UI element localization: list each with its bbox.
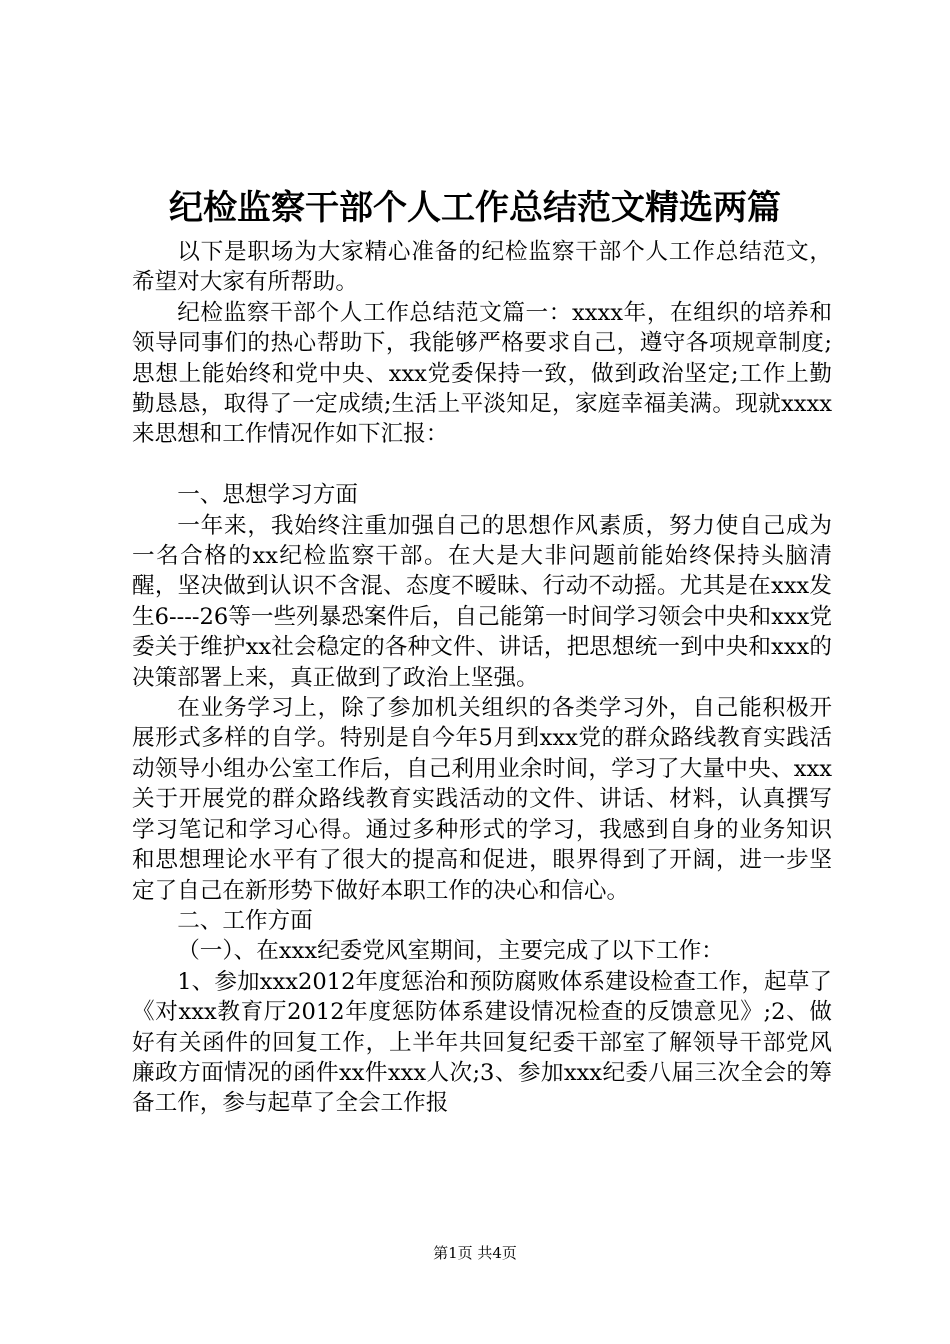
subsection-heading-work-1: （一）、在xxx纪委党风室期间，主要完成了以下工作： bbox=[177, 938, 724, 965]
section-heading-study: 一、思想学习方面 bbox=[177, 482, 358, 509]
paragraph-summary-opening: 纪检监察干部个人工作总结范文篇一：xxxx年，在组织的培养和领导同事们的热心帮助下，我能够严格要求自己，遵守各项规章制度;思想上能始终和党中央、xxx党委保持一致，做到政治坚定;工作上勤勤恳恳，取得了一定成绩;生活上平淡知足，家庭幸福美满。现就xxxx来思想和工作情况作如下汇报： bbox=[132, 299, 832, 448]
paragraph-spacer bbox=[132, 450, 832, 480]
paragraph-intro: 以下是职场为大家精心准备的纪检监察干部个人工作总结范文，希望对大家有所帮助。 bbox=[132, 239, 832, 296]
paragraph-work-items: 1、参加xxx2012年度惩治和预防腐败体系建设检查工作，起草了《对xxx教育厅2012年度惩防体系建设情况检查的反馈意见》;2、做好有关函件的回复工作，上半年共回复纪委干部室了解领导干部党风廉政方面情况的函件xx件xxx人次;3、参加xxx纪委八届三次全会的筹备工作，参与起草了全会工作报 bbox=[132, 968, 832, 1117]
page-footer: 第1页 共4页 bbox=[433, 1244, 517, 1262]
document-body bbox=[132, 237, 832, 1119]
paragraph-study-business: 在业务学习上，除了参加机关组织的各类学习外，自己能积极开展形式多样的自学。特别是自今年5月到xxx党的群众路线教育实践活动领导小组办公室工作后，自己利用业余时间，学习了大量中央、xxx关于开展党的群众路线教育实践活动的文件、讲话、材料，认真撰写学习笔记和学习心得。通过多种形式的学习，我感到自身的业务知识和思想理论水平有了很大的提高和促进，眼界得到了开阔，进一步坚定了自己在新形势下做好本职工作的决心和信心。 bbox=[132, 695, 832, 904]
paragraph-study-thought: 一年来，我始终注重加强自己的思想作风素质，努力使自己成为一名合格的xx纪检监察干部。在大是大非问题前能始终保持头脑清醒，坚决做到认识不含混、态度不暧昧、行动不动摇。尤其是在xxx发生6----26等一些列暴恐案件后，自己能第一时间学习领会中央和xxx党委关于维护xx社会稳定的各种文件、讲话，把思想统一到中央和xxx的决策部署上来，真正做到了政治上坚强。 bbox=[132, 512, 832, 691]
section-heading-work: 二、工作方面 bbox=[177, 907, 313, 934]
document-title: 纪检监察干部个人工作总结范文精选两篇 bbox=[169, 188, 781, 228]
